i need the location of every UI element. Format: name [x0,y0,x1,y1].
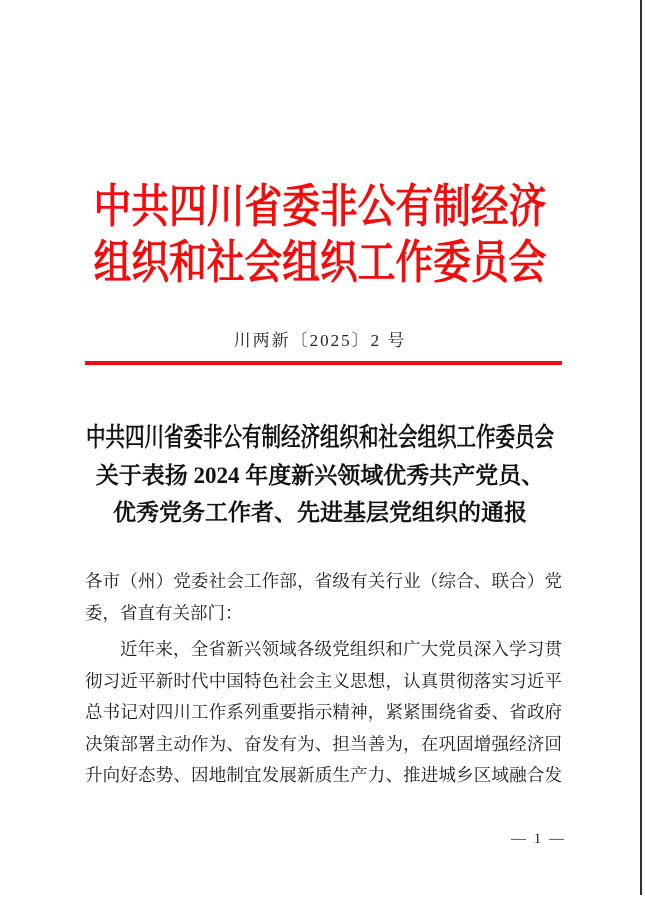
notice-title-line3: 优秀党务工作者、先进基层党组织的通报 [113,500,527,525]
body-text [85,566,562,792]
notice-title [0,419,640,531]
salutation-line: 各市（州）党委社会工作部，省级有关行业（综合、联合）党 [85,571,562,591]
body-line: 总书记对四川工作系列重要指示精神，紧紧围绕省委、省政府 [85,702,562,722]
letterhead-org-title-line1: 中共四川省委非公有制经济 [93,181,547,232]
letterhead-org-title-line2: 组织和社会组织工作委员会 [93,237,547,288]
body-line: 近年来，全省新兴领域各级党组织和广大党员深入学习贯 [120,639,562,659]
red-separator-rule [85,361,562,365]
body-line: 升向好态势、因地制宜发展新质生产力、推进城乡区域融合发 [85,765,562,785]
page-number: — 1 — [511,831,566,847]
doc-reference-number: 川两新〔2025〕2 号 [233,331,407,350]
notice-title-line2: 关于表扬 2024 年度新兴领域优秀共产党员、 [95,463,545,488]
body-line: 决策部署主动作为、奋发有为、担当善为，在巩固增强经济回 [85,733,562,754]
salutation-paragraph [85,566,562,629]
body-paragraph [85,634,562,792]
scan-edge-line [640,0,642,895]
notice-title-line1: 中共四川省委非公有制经济组织和社会组织工作委员会 [85,423,554,452]
body-line: 彻习近平新时代中国特色社会主义思想，认真贯彻落实习近平 [85,670,562,691]
letterhead-org-title [0,179,640,291]
salutation-line: 委，省直有关部门： [85,602,243,623]
